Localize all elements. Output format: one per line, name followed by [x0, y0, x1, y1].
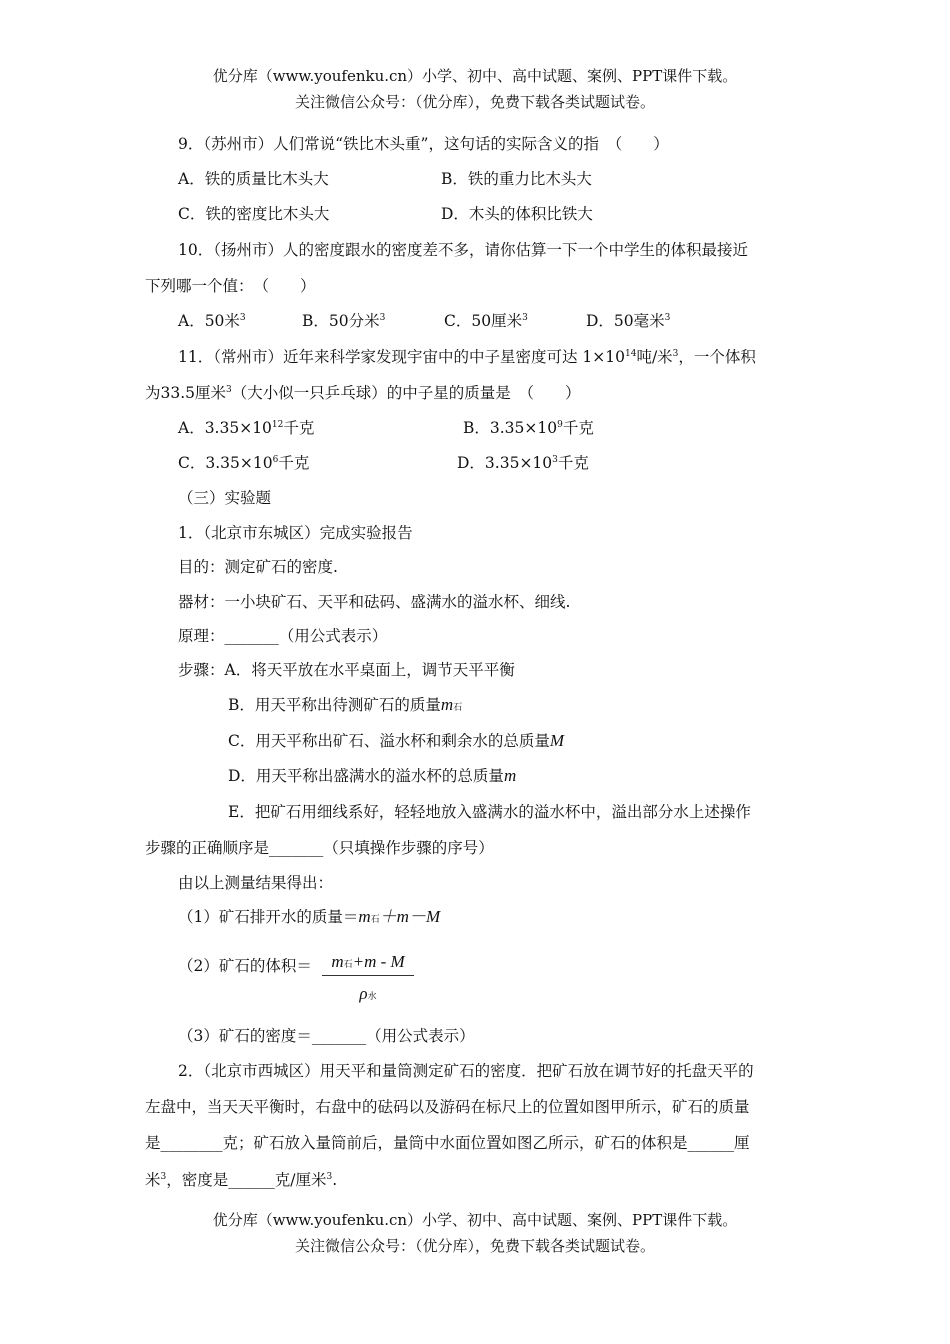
header-line-1: 优分库（www.youfenku.cn）小学、初中、高中试题、案例、PPT课件下载。	[212, 67, 738, 85]
exp2-line-4: 米$^3$，密度是______克/厘米$^3$.	[145, 1171, 338, 1189]
fraction-numerator: m石+m - M	[322, 952, 414, 976]
exp1-step-c: C．用天平称出矿石、溢水杯和剩余水的总质量M	[228, 731, 565, 750]
exp1-step-b: B．用天平称出待测矿石的质量m石	[228, 695, 463, 714]
q11-option-a: A．$3.35\times 10^{12}$千克	[178, 419, 315, 437]
q11-option-c: C．$3.35\times 10^6$千克	[178, 454, 310, 472]
exp1-step-e: E．把矿石用细线系好，轻轻地放入盛满水的溢水杯中，溢出部分水上述操作	[228, 803, 751, 821]
q9-option-b: B．铁的重力比木头大	[441, 170, 592, 188]
q11-option-b: B．$3.35\times 10^9$千克	[463, 419, 594, 437]
q10-option-b: B．50分米$^3$	[302, 312, 386, 330]
exp1-order: 步骤的正确顺序是_______（只填操作步骤的序号）	[145, 839, 494, 857]
q11-option-d: D．$3.35\times 10^3$千克	[457, 454, 589, 472]
exp2-line-3: 是________克；矿石放入量筒前后，量筒中水面位置如图乙所示，矿石的体积是______厘	[145, 1134, 750, 1152]
exp1-result-intro: 由以上测量结果得出：	[178, 874, 334, 892]
q9-option-a: A．铁的质量比木头大	[178, 170, 329, 188]
exp2-line-2: 左盘中，当天天平衡时，右盘中的砝码以及游码在标尺上的位置如图甲所示，矿石的质量	[145, 1098, 750, 1116]
footer-line-1: 优分库（www.youfenku.cn）小学、初中、高中试题、案例、PPT课件下载。	[212, 1211, 738, 1229]
exp1-purpose: 目的：测定矿石的密度.	[178, 558, 338, 576]
exp1-step-a: 步骤：A．将天平放在水平桌面上，调节天平平衡	[178, 661, 515, 679]
q9-option-d: D．木头的体积比铁大	[441, 205, 593, 223]
fraction-denominator: ρ水	[359, 984, 377, 1003]
footer-line-2: 关注微信公众号：（优分库），免费下载各类试题试卷。	[294, 1237, 655, 1255]
exp1-equipment: 器材：一小块矿石、天平和砝码、盛满水的溢水杯、细线.	[178, 593, 571, 611]
q10-option-a: A．50米$^3$	[178, 312, 246, 330]
q9-stem: 9．（苏州市）人们常说“铁比木头重”，这句话的实际含义的指 （ ）	[178, 135, 669, 153]
exp1-principle: 原理：_______（用公式表示）	[178, 627, 388, 645]
q10-stem-2: 下列哪一个值： （ ）	[145, 277, 316, 295]
q10-stem-1: 10．（扬州市）人的密度跟水的密度差不多，请你估算一下一个中学生的体积最接近	[178, 241, 748, 259]
q11-stem-2: 为33.5厘米$^3$（大小似一只乒乓球）的中子星的质量是 （ ）	[145, 384, 581, 402]
exp1-result-3: （3）矿石的密度＝_______（用公式表示）	[178, 1027, 475, 1045]
q10-option-c: C．50厘米$^3$	[444, 312, 528, 330]
exp1-result-2: （2）矿石的体积＝	[178, 957, 312, 975]
exp1-step-d: D．用天平称出盛满水的溢水杯的总质量m	[228, 766, 517, 785]
volume-fraction	[322, 952, 414, 1004]
exp1-result-1: （1）矿石排开水的质量＝m石＋m－M	[178, 907, 441, 926]
header-line-2: 关注微信公众号：（优分库），免费下载各类试题试卷。	[294, 93, 655, 111]
exp2-line-1: 2．（北京市西城区）用天平和量筒测定矿石的密度．把矿石放在调节好的托盘天平的	[178, 1062, 754, 1080]
q11-stem-1: 11．（常州市）近年来科学家发现宇宙中的中子星密度可达 $1\times 10^{14}$吨/米$^3$，一个体积	[178, 348, 756, 366]
exp1-title: 1．（北京市东城区）完成实验报告	[178, 524, 413, 542]
section-title: （三）实验题	[178, 489, 272, 507]
q9-option-c: C．铁的密度比木头大	[178, 205, 330, 223]
q10-option-d: D．50毫米$^3$	[586, 312, 671, 330]
